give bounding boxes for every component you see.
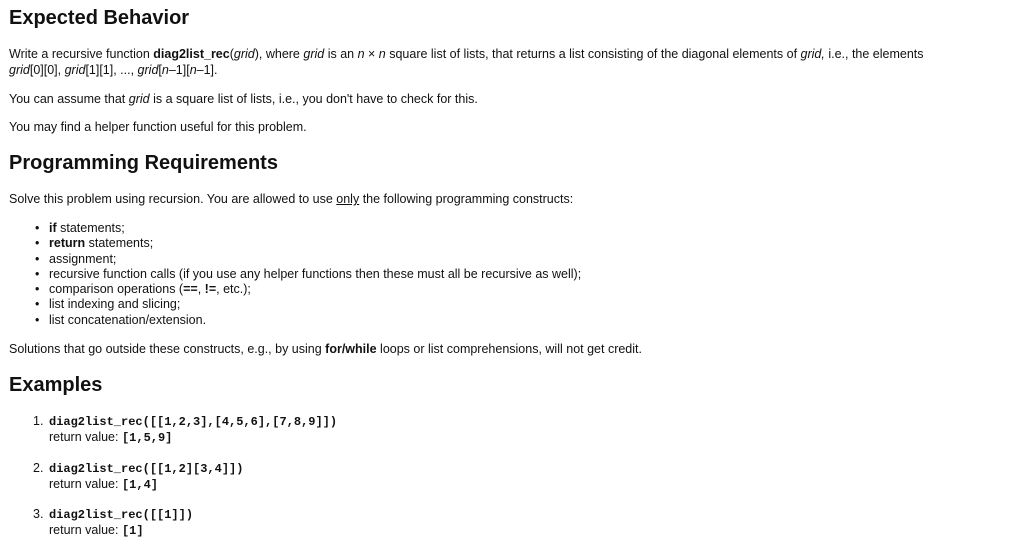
paragraph-requirements-outro: Solutions that go outside these constructs, e.g., by using for/while loops or list comprehensions, will not get credit. xyxy=(9,342,642,356)
heading-examples: Examples xyxy=(9,374,103,396)
list-item: • comparison operations (==, !=, etc.); xyxy=(9,282,1014,297)
list-item: • if statements; xyxy=(9,221,1014,236)
example-item: 1. diag2list_rec([[1,2,3],[4,5,6],[7,8,9]]) return value: [1,5,9] xyxy=(33,414,338,445)
example-call: diag2list_rec([[1]]) xyxy=(49,508,194,522)
list-item: • assignment; xyxy=(9,252,1014,267)
example-return: [1,4] xyxy=(121,478,158,492)
example-item: 2. diag2list_rec([[1,2][3,4]]) return value: [1,4] xyxy=(33,461,244,492)
list-item: • return statements; xyxy=(9,236,1014,251)
heading-expected-behavior: Expected Behavior xyxy=(9,7,190,29)
example-return: [1,5,9] xyxy=(121,431,173,445)
heading-programming-requirements: Programming Requirements xyxy=(9,152,278,174)
examples-list xyxy=(9,414,1014,539)
example-item: 3. diag2list_rec([[1]]) return value: [1] xyxy=(33,507,194,538)
example-return: [1] xyxy=(121,524,144,538)
function-name: diag2list_rec xyxy=(153,47,230,61)
paragraph-description: Write a recursive function diag2list_rec(grid), where grid is an n × n square list of lists, that returns a list consisting of the diagonal elements of grid, i.e., the elements grid[0][0], grid[1][1], ..., grid[n–1][n–1]. xyxy=(9,47,924,77)
list-item: • list concatenation/extension. xyxy=(9,313,1014,328)
list-item: • list indexing and slicing; xyxy=(9,297,1014,312)
paragraph-requirements-intro: Solve this problem using recursion. You are allowed to use only the following programming constructs: xyxy=(9,192,574,206)
example-call: diag2list_rec([[1,2][3,4]]) xyxy=(49,462,244,476)
paragraph-helper-hint: You may find a helper function useful for this problem. xyxy=(9,120,307,134)
example-call: diag2list_rec([[1,2,3],[4,5,6],[7,8,9]]) xyxy=(49,415,338,429)
paragraph-assumption: You can assume that grid is a square list of lists, i.e., you don't have to check for this. xyxy=(9,92,478,106)
list-item: • recursive function calls (if you use any helper functions then these must all be recursive as well); xyxy=(9,267,1014,282)
constructs-list xyxy=(9,221,1014,328)
